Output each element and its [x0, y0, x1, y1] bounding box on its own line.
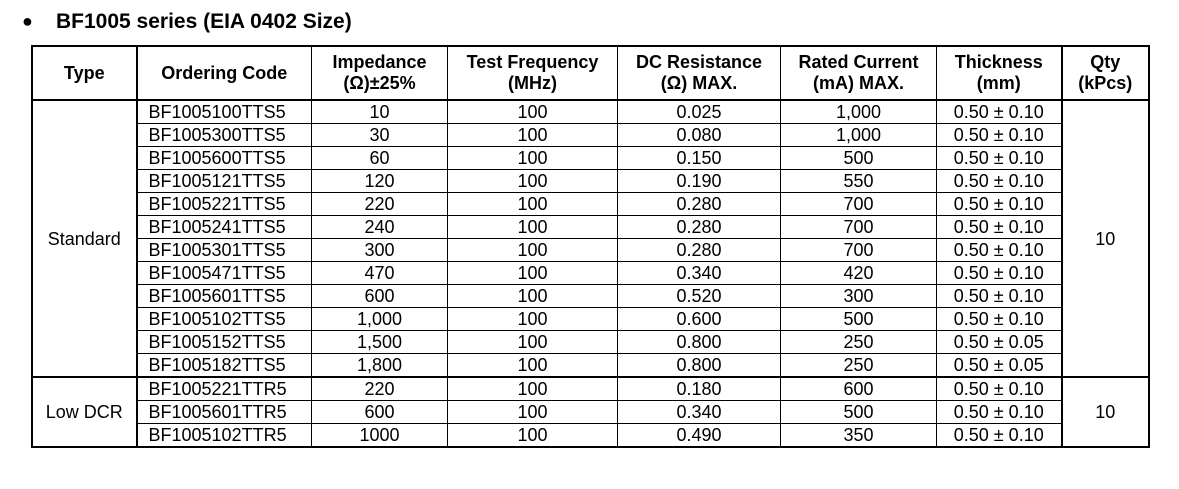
impedance-cell: 600	[312, 401, 448, 424]
test-frequency-cell: 100	[448, 193, 618, 216]
thickness-cell: 0.50 ± 0.05	[937, 331, 1062, 354]
table-row	[33, 377, 1149, 401]
impedance-cell: 220	[312, 193, 448, 216]
ordering-code-cell: BF1005102TTS5	[137, 308, 312, 331]
impedance-cell: 600	[312, 285, 448, 308]
ordering-code-cell: BF1005601TTR5	[137, 401, 312, 424]
spec-table	[32, 46, 1149, 447]
type-cell: Low DCR	[33, 377, 137, 447]
dc-resistance-cell: 0.340	[618, 262, 781, 285]
header-rated-current	[781, 47, 937, 101]
thickness-cell: 0.50 ± 0.10	[937, 193, 1062, 216]
table-row	[33, 100, 1149, 124]
bullet-icon: ●	[22, 11, 33, 31]
header-row	[33, 47, 1149, 101]
dc-resistance-cell: 0.280	[618, 216, 781, 239]
test-frequency-cell: 100	[448, 100, 618, 124]
thickness-cell: 0.50 ± 0.10	[937, 100, 1062, 124]
dc-resistance-cell: 0.150	[618, 147, 781, 170]
table-row	[33, 170, 1149, 193]
header-unit: (Ω) MAX.	[660, 73, 738, 93]
ordering-code-cell: BF1005600TTS5	[137, 147, 312, 170]
rated-current-cell: 420	[781, 262, 937, 285]
header-ordering-code	[137, 47, 312, 101]
ordering-code-cell: BF1005241TTS5	[137, 216, 312, 239]
test-frequency-cell: 100	[448, 424, 618, 447]
header-test-frequency	[448, 47, 618, 101]
table-row	[33, 147, 1149, 170]
header-unit: (MHz)	[508, 73, 557, 93]
rated-current-cell: 1,000	[781, 100, 937, 124]
dc-resistance-cell: 0.800	[618, 354, 781, 378]
table-row	[33, 424, 1149, 447]
section-heading	[22, 10, 352, 34]
impedance-cell: 10	[312, 100, 448, 124]
table-body	[33, 100, 1149, 447]
rated-current-cell: 250	[781, 354, 937, 378]
thickness-cell: 0.50 ± 0.10	[937, 424, 1062, 447]
thickness-cell: 0.50 ± 0.10	[937, 401, 1062, 424]
header-label: Ordering Code	[161, 62, 288, 83]
table-row	[33, 401, 1149, 424]
thickness-cell: 0.50 ± 0.10	[937, 170, 1062, 193]
table-row	[33, 354, 1149, 378]
thickness-cell: 0.50 ± 0.10	[937, 124, 1062, 147]
ordering-code-cell: BF1005300TTS5	[137, 124, 312, 147]
dc-resistance-cell: 0.280	[618, 193, 781, 216]
header-thickness	[937, 47, 1062, 101]
rated-current-cell: 600	[781, 377, 937, 401]
impedance-cell: 220	[312, 377, 448, 401]
dc-resistance-cell: 0.180	[618, 377, 781, 401]
header-label: Test Frequency	[466, 52, 599, 72]
impedance-cell: 300	[312, 239, 448, 262]
header-label: Thickness	[954, 52, 1043, 72]
impedance-cell: 30	[312, 124, 448, 147]
header-impedance	[312, 47, 448, 101]
table-row	[33, 193, 1149, 216]
header-unit: (mm)	[976, 73, 1021, 93]
thickness-cell: 0.50 ± 0.10	[937, 308, 1062, 331]
ordering-code-cell: BF1005182TTS5	[137, 354, 312, 378]
test-frequency-cell: 100	[448, 285, 618, 308]
table-row	[33, 308, 1149, 331]
thickness-cell: 0.50 ± 0.10	[937, 377, 1062, 401]
impedance-cell: 60	[312, 147, 448, 170]
header-label: DC Resistance	[635, 52, 763, 72]
dc-resistance-cell: 0.520	[618, 285, 781, 308]
thickness-cell: 0.50 ± 0.10	[937, 285, 1062, 308]
rated-current-cell: 550	[781, 170, 937, 193]
rated-current-cell: 700	[781, 193, 937, 216]
test-frequency-cell: 100	[448, 170, 618, 193]
rated-current-cell: 500	[781, 147, 937, 170]
table-row	[33, 331, 1149, 354]
impedance-cell: 470	[312, 262, 448, 285]
rated-current-cell: 250	[781, 331, 937, 354]
ordering-code-cell: BF1005152TTS5	[137, 331, 312, 354]
table-row	[33, 216, 1149, 239]
table-row	[33, 239, 1149, 262]
thickness-cell: 0.50 ± 0.10	[937, 216, 1062, 239]
ordering-code-cell: BF1005100TTS5	[137, 100, 312, 124]
thickness-cell: 0.50 ± 0.10	[937, 239, 1062, 262]
test-frequency-cell: 100	[448, 239, 618, 262]
type-cell: Standard	[33, 100, 137, 377]
test-frequency-cell: 100	[448, 216, 618, 239]
dc-resistance-cell: 0.025	[618, 100, 781, 124]
header-type	[33, 47, 137, 101]
ordering-code-cell: BF1005471TTS5	[137, 262, 312, 285]
rated-current-cell: 500	[781, 401, 937, 424]
header-qty	[1062, 47, 1149, 101]
header-label: Impedance	[332, 52, 427, 72]
dc-resistance-cell: 0.600	[618, 308, 781, 331]
test-frequency-cell: 100	[448, 308, 618, 331]
table-row	[33, 285, 1149, 308]
ordering-code-cell: BF1005601TTS5	[137, 285, 312, 308]
test-frequency-cell: 100	[448, 354, 618, 378]
test-frequency-cell: 100	[448, 331, 618, 354]
thickness-cell: 0.50 ± 0.05	[937, 354, 1062, 378]
qty-cell: 10	[1062, 377, 1149, 447]
test-frequency-cell: 100	[448, 377, 618, 401]
dc-resistance-cell: 0.080	[618, 124, 781, 147]
header-unit: (Ω)±25%	[343, 73, 416, 93]
test-frequency-cell: 100	[448, 401, 618, 424]
impedance-cell: 1,500	[312, 331, 448, 354]
rated-current-cell: 700	[781, 216, 937, 239]
thickness-cell: 0.50 ± 0.10	[937, 147, 1062, 170]
thickness-cell: 0.50 ± 0.10	[937, 262, 1062, 285]
ordering-code-cell: BF1005121TTS5	[137, 170, 312, 193]
impedance-cell: 240	[312, 216, 448, 239]
impedance-cell: 120	[312, 170, 448, 193]
section-title: BF1005 series (EIA 0402 Size)	[56, 10, 352, 33]
header-label: Rated Current	[798, 52, 919, 72]
test-frequency-cell: 100	[448, 147, 618, 170]
ordering-code-cell: BF1005221TTR5	[137, 377, 312, 401]
test-frequency-cell: 100	[448, 262, 618, 285]
test-frequency-cell: 100	[448, 124, 618, 147]
qty-cell: 10	[1062, 100, 1149, 377]
impedance-cell: 1000	[312, 424, 448, 447]
dc-resistance-cell: 0.190	[618, 170, 781, 193]
table-row	[33, 262, 1149, 285]
header-dc-resistance	[618, 47, 781, 101]
impedance-cell: 1,800	[312, 354, 448, 378]
rated-current-cell: 1,000	[781, 124, 937, 147]
ordering-code-cell: BF1005102TTR5	[137, 424, 312, 447]
dc-resistance-cell: 0.280	[618, 239, 781, 262]
rated-current-cell: 300	[781, 285, 937, 308]
rated-current-cell: 500	[781, 308, 937, 331]
rated-current-cell: 350	[781, 424, 937, 447]
header-label: Type	[63, 62, 105, 83]
impedance-cell: 1,000	[312, 308, 448, 331]
rated-current-cell: 700	[781, 239, 937, 262]
header-unit: (mA) MAX.	[813, 73, 904, 93]
ordering-code-cell: BF1005301TTS5	[137, 239, 312, 262]
header-unit: (kPcs)	[1078, 73, 1133, 93]
dc-resistance-cell: 0.490	[618, 424, 781, 447]
table-row	[33, 124, 1149, 147]
header-label: Qty	[1090, 52, 1121, 72]
dc-resistance-cell: 0.340	[618, 401, 781, 424]
ordering-code-cell: BF1005221TTS5	[137, 193, 312, 216]
dc-resistance-cell: 0.800	[618, 331, 781, 354]
table-header	[33, 47, 1149, 101]
